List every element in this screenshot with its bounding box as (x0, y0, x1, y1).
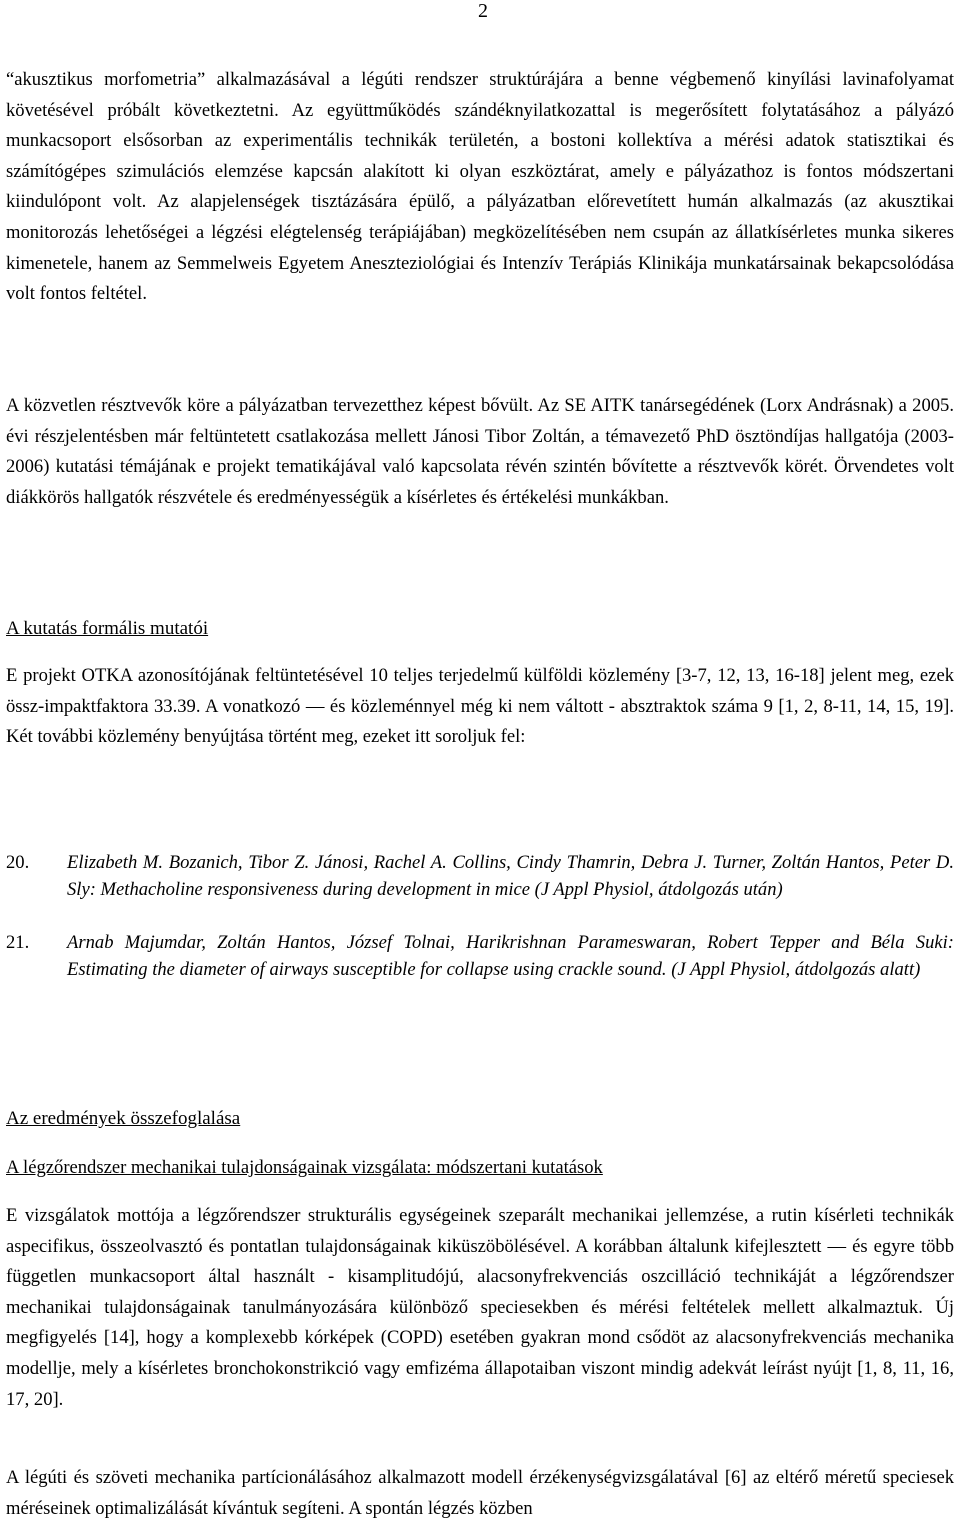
indicators-paragraph: E projekt OTKA azonosítójának feltüntetésével 10 teljes terjedelmű külföldi közlemény [3-7, 12, 13, 16-18] jelent meg, ezek össz-impaktfaktora 33.39. A vonatkozó ― és közleménnyel még ki nem váltott - absztraktok száma 9 [1, 2, 8-11, 14, 15, 19]. Két további közlemény benyújtása történt meg, ezeket itt soroljuk fel: (6, 665, 954, 748)
methods-subheading: A légzőrendszer mechanikai tulajdonságainak vizsgálata: módszertani kutatások (6, 1157, 603, 1178)
partition-paragraph: A légúti és szöveti mechanika partícionálásához alkalmazott modell érzékenységvizsgálatával [6] az eltérő méretű speciesek méréseinek optimalizálását kívántuk segíteni. A spontán légzés közben (6, 1467, 954, 1519)
reference-number: 21. (6, 932, 30, 953)
reference-text: Elizabeth M. Bozanich, Tibor Z. Jánosi, Rachel A. Collins, Cindy Thamrin, Debra J. Turner, Zoltán Hantos, Peter D. Sly: Methacholine responsiveness during development in mice (J Appl Physiol, átdolgozás után) (67, 852, 954, 900)
methods-paragraph: E vizsgálatok mottója a légzőrendszer strukturális egységeinek szeparált mechanikai jellemzése, a rutin kísérleti technikák aspecifikus, összeolvasztó és pontatlan tulajdonságainak kiküszöbölésével. A korábban általunk kifejlesztett ― és egyre több független munkacsoport által használt - kisamplitudójú, alacsonyfrekvenciás oszcilláció technikáját a légzőrendszer mechanikai tulajdonságainak tanulmányozására különböző speciesekben és mérési feltételek mellett alkalmaztuk. Új megfigyelés [14], hogy a komplexebb kórképek (COPD) esetében gyakran mond csődöt az alacsonyfrekvenciás mechanika modellje, mely a kísérletes bronchokonstrikció vagy emfizéma állapotaiban viszont mindig adekvát leírást nyújt [1, 8, 11, 16, 17, 20]. (6, 1205, 954, 1410)
page-number: 2 (478, 0, 488, 22)
reference-item (6, 850, 954, 903)
formal-indicators-heading: A kutatás formális mutatói (6, 618, 209, 639)
submitted-publications-list (6, 850, 954, 1010)
document-page (6, 0, 954, 1529)
intro-paragraph: “akusztikus morfometria” alkalmazásával a légúti rendszer struktúrájára a benne végbemenő kinyílási lavinafolyamat követésével próbált következtetni. Az együttműködés szándéknyilatkozattal is megerősített folytatásához a pályázó munkacsoport elsősorban az experimentális technikák területén, a bostoni kollektíva a mérési adatok statisztikai és számítógépes szimulációs elemzése kapcsán alakított ki olyan eszköztárat, amely e pályázathoz is fontos módszertani kiindulópont volt. Az alapjelenségek tisztázására épülő, a pályázatban előrevetített humán alkalmazás (az akusztikai monitorozás lehetőségei a légzési elégtelenség terápiájában) megközelítésében nem csupán az állatkísérletes munka sikeres kimenetele, hanem az Semmelweis Egyetem Aneszteziológiai és Intenzív Terápiás Klinikája munkatársainak bekapcsolódása volt fontos feltétel. (6, 69, 954, 305)
participants-paragraph: A közvetlen résztvevők köre a pályázatban tervezetthez képest bővült. Az SE AITK tanársegédének (Lorx Andrásnak) a 2005. évi részjelentésben már feltüntetett csatlakozása mellett Jánosi Tibor Zoltán, a témavezető PhD ösztöndíjas hallgatója (2003-2006) kutatási témájának e projekt tematikájával való kapcsolata révén szintén bővítette a résztvevők körét. Örvendetes volt diákkörös hallgatók részvétele és eredményességük a kísérletes és értékelési munkákban. (6, 395, 954, 508)
reference-text: Arnab Majumdar, Zoltán Hantos, József Tolnai, Harikrishnan Parameswaran, Robert Tepper and Béla Suki: Estimating the diameter of airways susceptible for collapse using crackle sound. (J Appl Physiol, átdolgozás alatt) (67, 932, 954, 980)
reference-item (6, 930, 954, 983)
reference-number: 20. (6, 852, 30, 873)
results-summary-heading: Az eredmények összefoglalása (6, 1108, 241, 1129)
